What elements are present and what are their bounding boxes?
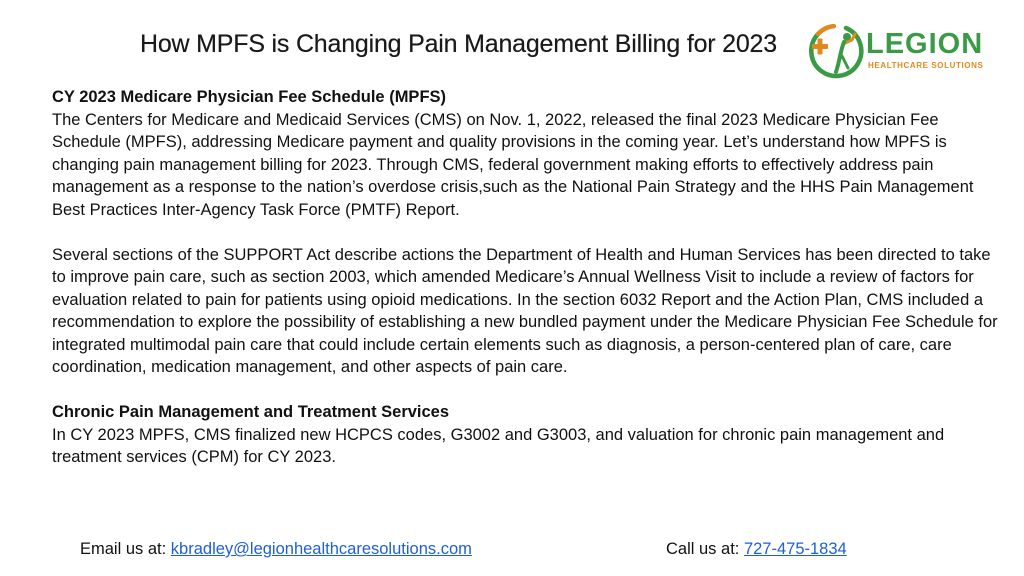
section-chronic-pain: [52, 401, 1002, 469]
section-mpfs: [52, 86, 1002, 221]
section-heading: Chronic Pain Management and Treatment Services: [52, 403, 450, 421]
section-support-act: [52, 244, 1002, 379]
legion-emblem-icon: [806, 20, 864, 84]
phone-link[interactable]: 727-475-1834: [743, 540, 847, 558]
footer-email: [80, 540, 472, 559]
company-logo: [806, 20, 996, 84]
section-heading: CY 2023 Medicare Physician Fee Schedule (MPFS): [52, 88, 447, 106]
email-link[interactable]: kbradley@legionhealthcaresolutions.com: [170, 540, 472, 558]
phone-label: Call us at:: [666, 540, 744, 558]
email-label: Email us at:: [80, 540, 171, 558]
logo-tagline: HEALTHCARE SOLUTIONS: [868, 61, 984, 70]
footer-phone: [666, 540, 847, 559]
section-body: Several sections of the SUPPORT Act describe actions the Department of Health and Human Services has been directed to take to improve pain care, such as section 2003, which amended Medicare’s Annual Wellness Visit to include a review of factors for evaluation related to pain for patients using opioid medications. In the section 6032 Report and the Action Plan, CMS included a recommendation to explore the possibility of establishing a new bundled payment under the Medicare Physician Fee Schedule for integrated multimodal pain care that could include certain elements such as diagnosis, a person-centered plan of care, care coordination, medication management, and other aspects of pain care.: [52, 245, 998, 376]
slide-title: How MPFS is Changing Pain Management Billing for 2023: [140, 30, 777, 58]
section-body: In CY 2023 MPFS, CMS finalized new HCPCS codes, G3002 and G3003, and valuation for chronic pain management and treatment services (CPM) for CY 2023.: [52, 425, 945, 466]
logo-wordmark: LEGION: [866, 28, 984, 60]
slide-content: [52, 86, 1002, 469]
section-body: The Centers for Medicare and Medicaid Services (CMS) on Nov. 1, 2022, released the final 2023 Medicare Physician Fee Schedule (MPFS), addressing Medicare payment and quality provisions in the coming year. Let’s understand how MPFS is changing pain management billing for 2023. Through CMS, federal government making efforts to effectively address pain management as a response to the nation’s overdose crisis,such as the National Pain Strategy and the HHS Pain Management Best Practices Inter-Agency Task Force (PMTF) Report.: [52, 110, 974, 219]
